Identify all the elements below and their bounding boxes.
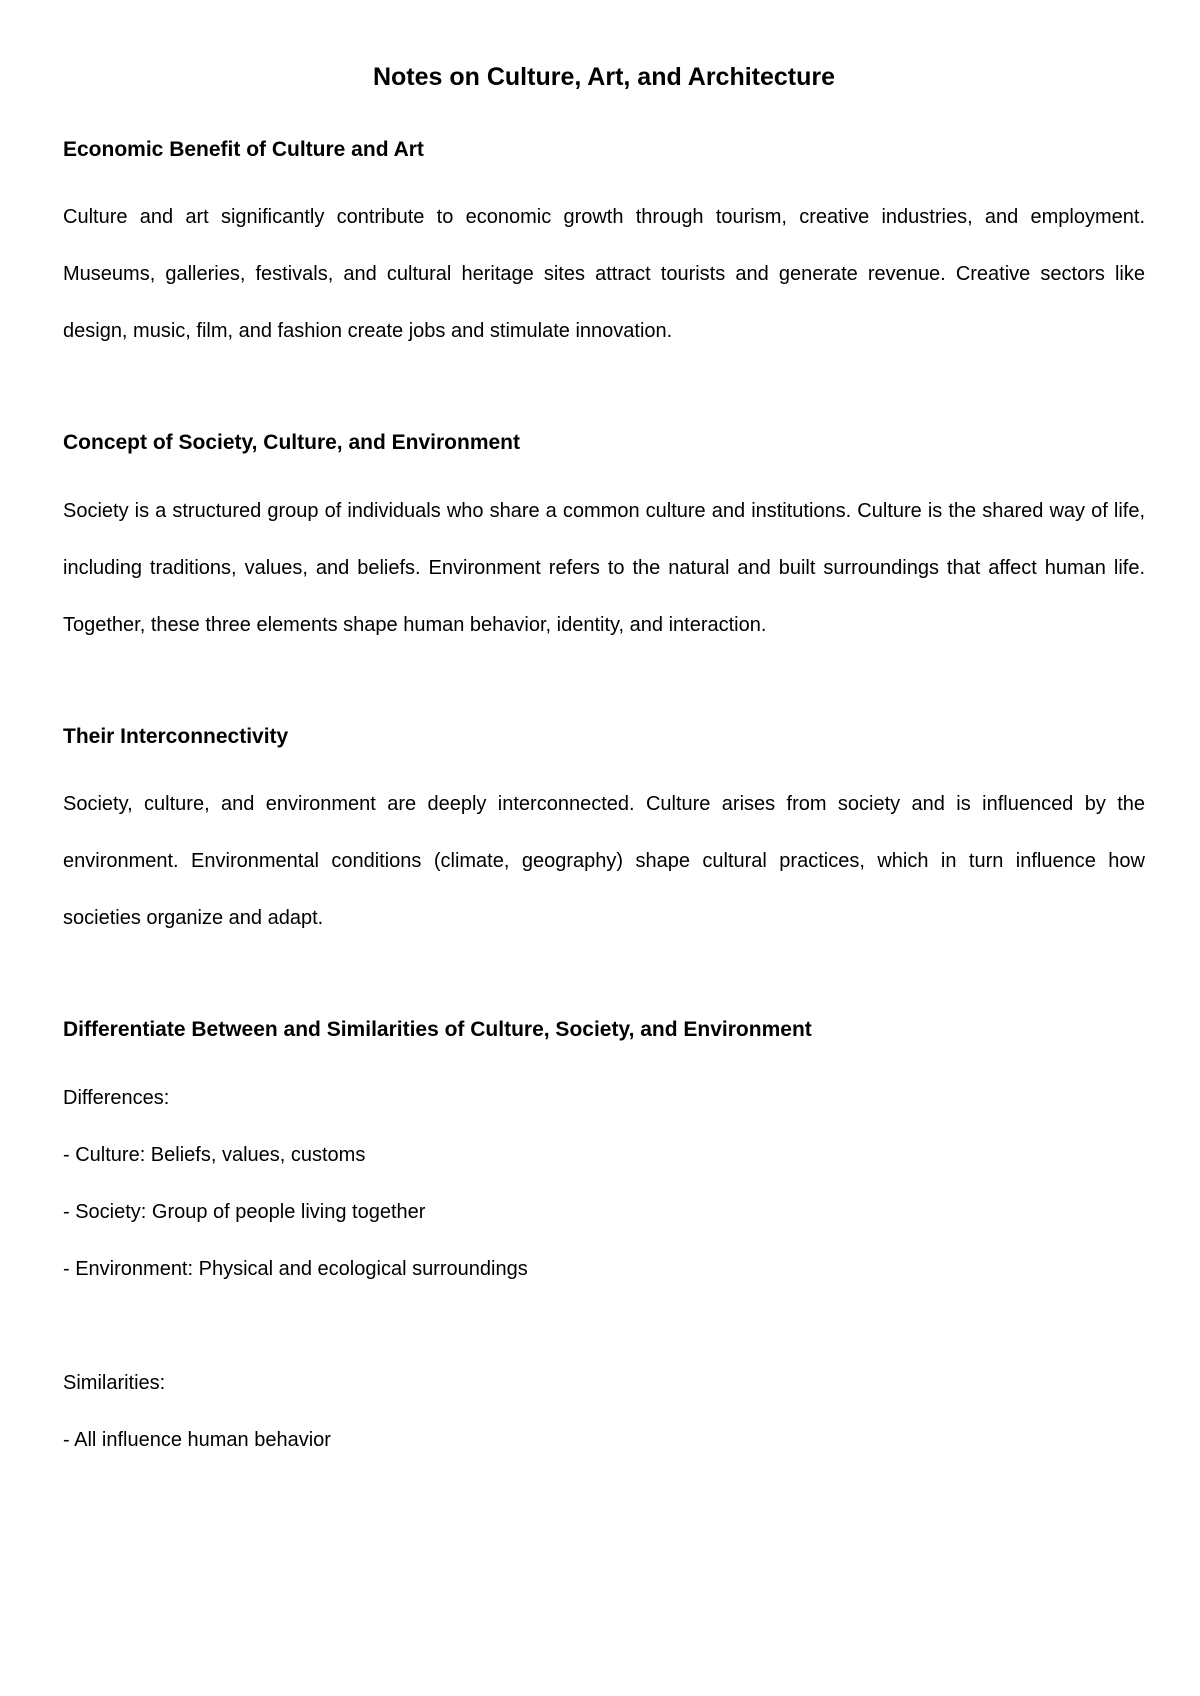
section-differentiate — [63, 1015, 1145, 1468]
section-concept — [63, 428, 1145, 653]
list-item: - Culture: Beliefs, values, customs — [63, 1143, 366, 1166]
section-heading: Concept of Society, Culture, and Environment — [63, 431, 520, 455]
section-paragraph: Society, culture, and environment are deeply interconnected. Culture arises from society and is influenced by the environment. Environmental conditions (climate, geography) shape cultural practices, which in turn influence how societies organize and adapt. — [63, 793, 1145, 930]
list-item: - Society: Group of people living together — [63, 1200, 426, 1223]
section-heading: Economic Benefit of Culture and Art — [63, 138, 424, 161]
document-title: Notes on Culture, Art, and Architecture — [372, 63, 836, 91]
section-paragraph: Society is a structured group of individuals who share a common culture and institutions. Culture is the shared way of life, including traditions, values, and beliefs. Environment refers to the natural and built surroundings that affect human life. Together, these three elements shape human behavior, identity, and interaction. — [63, 499, 1145, 636]
section-heading: Their Interconnectivity — [63, 724, 289, 748]
section-paragraph: Culture and art significantly contribute to economic growth through tourism, creative industries, and employment. Museums, galleries, festivals, and cultural heritage sites attract tourists and generate revenue. Creative sectors like design, music, film, and fashion create jobs and stimulate innovation. — [63, 206, 1145, 343]
spacer — [63, 1298, 1145, 1355]
document-page — [63, 60, 1145, 1469]
similarities-label: Similarities: — [63, 1371, 166, 1394]
list-item: - Environment: Physical and ecological surroundings — [63, 1257, 528, 1280]
section-economic-benefit — [63, 135, 1145, 360]
section-heading: Differentiate Between and Similarities of Culture, Society, and Environment — [63, 1018, 812, 1042]
list-item: - All influence human behavior — [63, 1428, 331, 1451]
section-interconnectivity — [63, 722, 1145, 947]
differences-label: Differences: — [63, 1086, 170, 1109]
